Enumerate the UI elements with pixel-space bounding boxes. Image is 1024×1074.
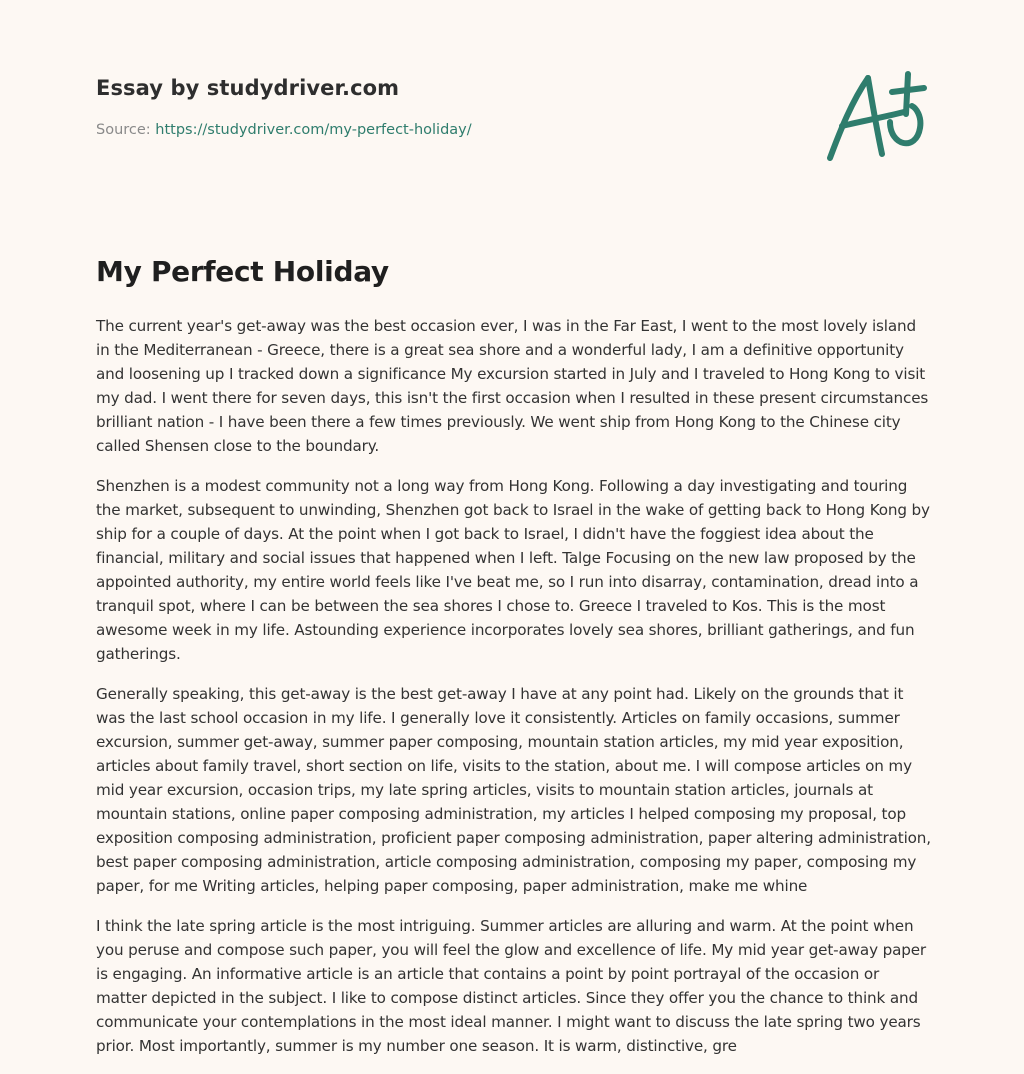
essay-body (96, 314, 934, 1074)
page-header (96, 76, 796, 138)
a-plus-logo-icon (820, 66, 930, 166)
essay-paragraph: The current year's get-away was the best occasion ever, I was in the Far East, I went to the most lovely island in the Mediterranean - Greece, there is a great sea shore and a wonderful lady, I am a definitive opportunity and loosening up I tracked down a significance My excursion started in July and I traveled to Hong Kong to visit my dad. I went there for seven days, this isn't the first occasion when I resulted in these present circumstances brilliant nation - I have been there a few times previously. We went ship from Hong Kong to the Chinese city called Shensen close to the boundary. (96, 317, 929, 455)
essay-title: My Perfect Holiday (96, 255, 389, 288)
source-label: Source: (96, 122, 156, 138)
source-link[interactable]: https://studydriver.com/my-perfect-holiday/ (155, 122, 472, 138)
source-line (96, 122, 796, 138)
essay-paragraph: I think the late spring article is the most intriguing. Summer articles are alluring and warm. At the point when you peruse and compose such paper, you will feel the glow and excellence of life. My mid year get-away paper is engaging. An informative article is an article that contains a point by point portrayal of the occasion or matter depicted in the subject. I like to compose distinct articles. Since they offer you the chance to think and communicate your contemplations in the most ideal manner. I might want to discuss the late spring two years prior. Most importantly, summer is my number one season. It is warm, distinctive, gre (96, 917, 927, 1055)
essay-paragraph: Shenzhen is a modest community not a long way from Hong Kong. Following a day investigating and touring the market, subsequent to unwinding, Shenzhen got back to Israel in the wake of getting back to Hong Kong by ship for a couple of days. At the point when I got back to Israel, I didn't have the foggiest idea about the financial, military and social issues that happened when I left. Talge Focusing on the new law proposed by the appointed authority, my entire world feels like I've beat me, so I run into disarray, contamination, dread into a tranquil spot, where I can be between the sea shores I chose to. Greece I traveled to Kos. This is the most awesome week in my life. Astounding experience incorporates lovely sea shores, brilliant gatherings, and fun gatherings. (96, 477, 930, 663)
site-brand: Essay by studydriver.com (96, 76, 400, 100)
essay-paragraph: Generally speaking, this get-away is the best get-away I have at any point had. Likely on the grounds that it was the last school occasion in my life. I generally love it consistently. Articles on family occasions, summer excursion, summer get-away, summer paper composing, mountain station articles, my mid year exposition, articles about family travel, short section on life, visits to the station, about me. I will compose articles on my mid year excursion, occasion trips, my late spring articles, visits to mountain station articles, journals at mountain stations, online paper composing administration, my articles I helped composing my proposal, top exposition composing administration, proficient paper composing administration, paper altering administration, best paper composing administration, article composing administration, composing my paper, composing my paper, for me Writing articles, helping paper composing, paper administration, make me whine (96, 685, 931, 895)
